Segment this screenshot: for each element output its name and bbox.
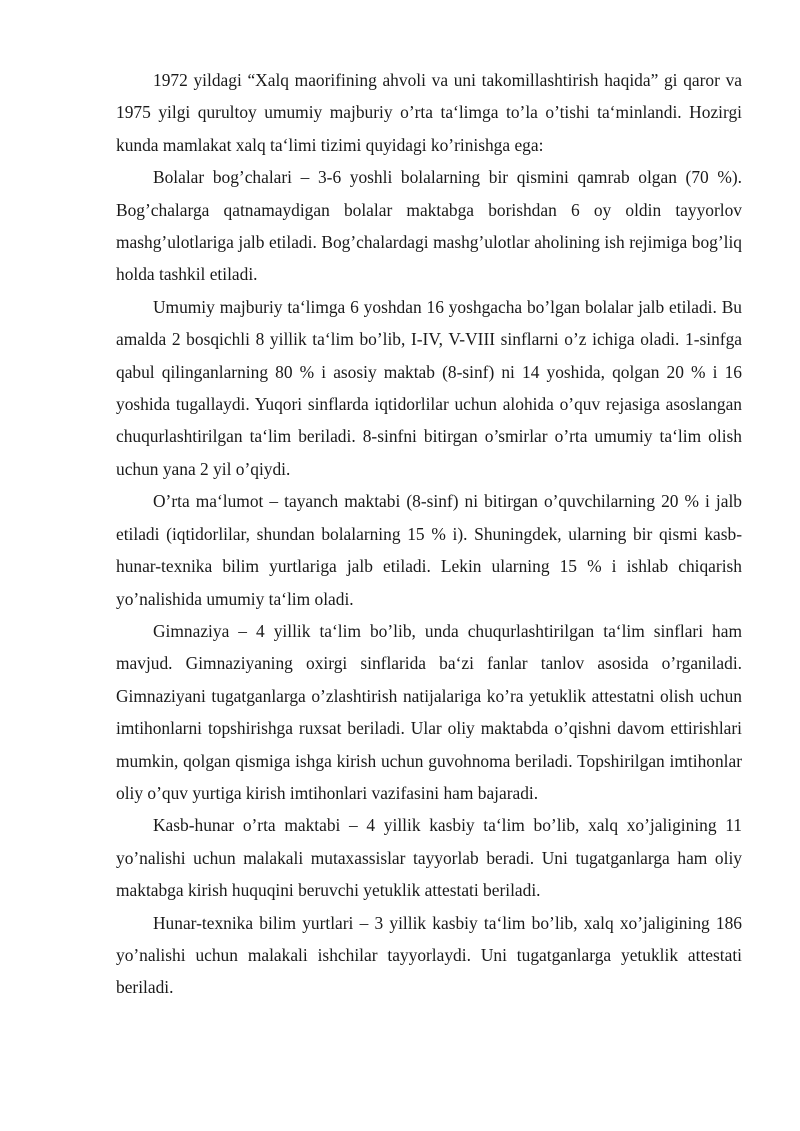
paragraph-gymnasium: Gimnaziya – 4 yillik ta‘lim bo’lib, unda chuqurlashtirilgan ta‘lim sinflari ham mavjud. Gimnaziyaning oxirgi sinflarida ba‘zi fanlar tanlov asosida o’rganiladi. Gimnaziyani tugatganlarga o’zlashtirish natijalariga ko’ra yetuklik attestatni olish uchun imtihonlarni topshirishga ruxsat beriladi. Ular oliy maktabda o’qishni davom ettirishlari mumkin, qolgan qismiga ishga kirish uchun guvohnoma beriladi. Topshirilgan imtihonlar oliy o’quv yurtiga kirish imtihonlari vazifasini ham bajaradi. xyxy=(116,620,742,803)
paragraph-compulsory-education: Umumiy majburiy ta‘limga 6 yoshdan 16 yoshgacha bo’lgan bolalar jalb etiladi. Bu amalda 2 bosqichli 8 yillik ta‘lim bo’lib, I-IV, V-VIII sinflarni o’z ichiga oladi. 1-sinfga qabul qilinganlarning 80 % i asosiy maktab (8-sinf) ni 14 yoshida, qolgan 20 % i 16 yoshida tugallaydi. Yuqori sinflarda iqtidorlilar uchun alohida o’quv rejasiga asoslangan chuqurlashtirilgan ta‘lim beriladi. 8-sinfni bitirgan o’smirlar o’rta umumiy ta‘lim olish uchun yana 2 yil o’qiydi. xyxy=(116,296,742,479)
paragraph-intro: 1972 yildagi “Xalq maorifining ahvoli va uni takomillashtirish haqida” gi qaror va 1975 yilgi qurultoy umumiy majburiy o’rta ta‘limga to’la o’tishi ta‘minlandi. Hozirgi kunda mamlakat xalq ta‘limi tizimi quyidagi ko’rinishga ega: xyxy=(116,70,742,155)
paragraph-technical-colleges: Hunar-texnika bilim yurtlari – 3 yillik kasbiy ta‘lim bo’lib, xalq xo’jaligining 186 yo’nalishi uchun malakali ishchilar tayyorlaydi. Uni tugatganlarga yetuklik attestati beriladi. xyxy=(116,912,742,998)
paragraph-secondary-education: O’rta ma‘lumot – tayanch maktabi (8-sinf) ni bitirgan o’quvchilarning 20 % i jalb etiladi (iqtidorlilar, shundan bolalarning 15 % i). Shuningdek, ularning bir qismi kasb-hunar-texnika bilim yurtlariga jalb etiladi. Lekin ularning 15 % i ishlab chiqarish yo’nalishida umumiy ta‘lim oladi. xyxy=(116,491,742,609)
document-body xyxy=(116,64,742,1004)
paragraph-vocational-school: Kasb-hunar o’rta maktabi – 4 yillik kasbiy ta‘lim bo’lib, xalq xo’jaligining 11 yo’nalishi uchun malakali mutaxassislar tayyorlab beradi. Uni tugatganlarga ham oliy maktabga kirish huquqini beruvchi yetuklik attestati beriladi. xyxy=(116,815,742,901)
paragraph-kindergartens: Bolalar bog’chalari – 3-6 yoshli bolalarning bir qismini qamrab olgan (70 %). Bog’chalarga qatnamaydigan bolalar maktabga borishdan 6 oy oldin tayyorlov mashg’ulotlariga jalb etiladi. Bog’chalardagi mashg’ulotlar aholining ish rejimiga bog’liq holda tashkil etiladi. xyxy=(116,167,742,285)
